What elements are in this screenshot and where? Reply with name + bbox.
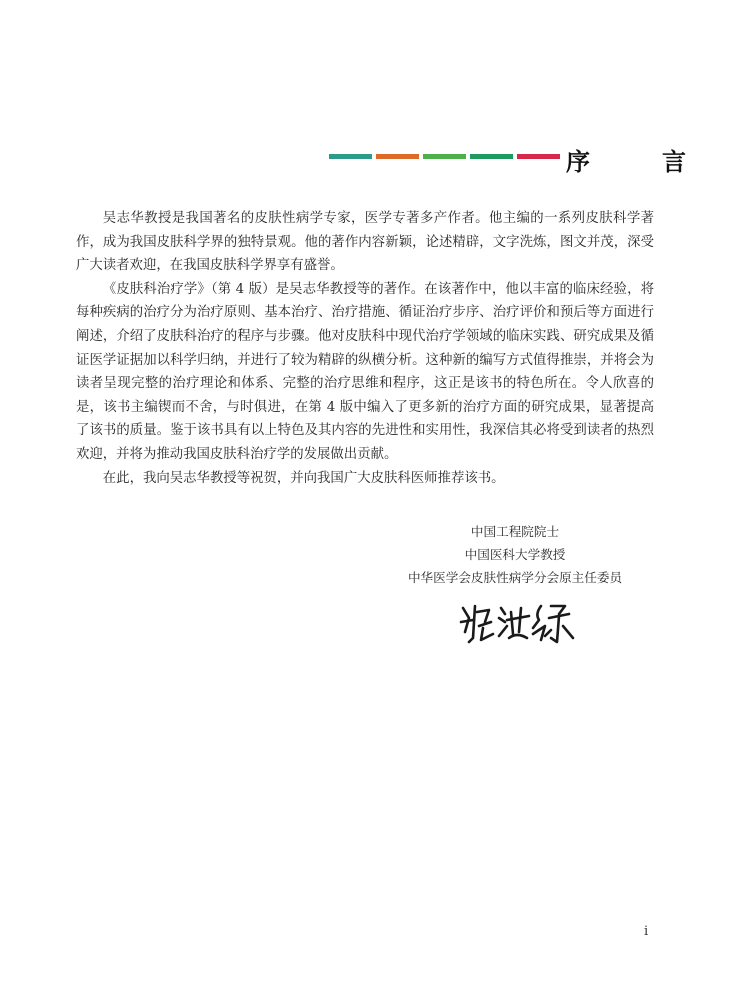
paragraph: 在此，我向吴志华教授等祝贺，并向我国广大皮肤科医师推荐该书。: [102, 470, 505, 486]
paragraph: 《皮肤科治疗学》（第 4 版）是吴志华教授等的著作。在该著作中，他以丰富的临床经验，将每种疾病的治疗分为治疗原则、基本治疗、治疗措施、循证治疗步序、治疗评价和预后等方面进行阐述，介绍了皮肤科治疗的程序与步骤。他对皮肤科中现代治疗学领域的临床实践、研究成果及循证医学证据加以科学归纳，并进行了较为精辟的纵横分析。这种新的编写方式值得推崇，并将会为读者呈现完整的治疗理论和体系、完整的治疗思维和程序，这正是该书的特色所在。令人欣喜的是，该书主编锲而不舍，与时俱进，在第 4 版中编入了更多新的治疗方面的研究成果，显著提高了该书的质量。鉴于该书具有以上特色及其内容的先进性和实用性，我深信其必将受到读者的热烈欢迎，并将为推动我国皮肤科治疗学的发展做出贡献。: [76, 281, 654, 462]
credential-line: 中国医科大学教授: [464, 547, 566, 562]
credential-line: 中华医学会皮肤性病学分会原主任委员: [407, 570, 623, 585]
color-bar-segment: [423, 154, 466, 159]
color-bar-segment: [470, 154, 513, 159]
decorative-color-bar: [329, 154, 564, 159]
page-title: 序 言: [566, 147, 710, 176]
preface-header: [329, 145, 710, 176]
credential-line: 中国工程院院士: [470, 524, 560, 539]
color-bar-segment: [517, 154, 560, 159]
color-bar-segment: [376, 154, 419, 159]
handwritten-signature: [455, 598, 585, 648]
paragraph: 吴志华教授是我国著名的皮肤性病学专家，医学专著多产作者。他主编的一系列皮肤科学著作，成为我国皮肤科学界的独特景观。他的著作内容新颖，论述精辟，文字洗炼，图文并茂，深受广大读者欢迎，在我国皮肤科学界享有盛誉。: [76, 211, 654, 274]
color-bar-segment: [329, 154, 372, 159]
page-number: i: [644, 924, 649, 939]
preface-body: [76, 207, 654, 490]
author-credentials: [380, 520, 650, 589]
